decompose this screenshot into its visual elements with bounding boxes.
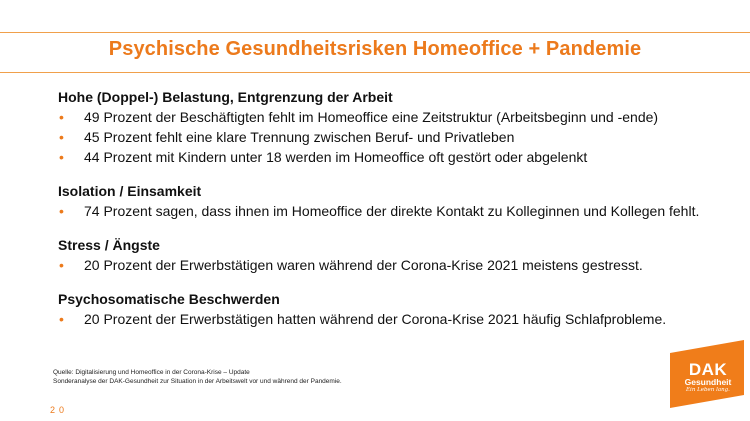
bullet-item [58,202,708,220]
bullet-list [58,310,708,328]
bullet-item [58,148,708,166]
source-line: Sonderanalyse der DAK-Gesundheit zur Situation in der Arbeitswelt vor und während der Pandemie. [53,378,342,385]
bullet-icon: • [59,109,64,125]
page-number: 20 [50,405,69,415]
source-note [53,368,473,386]
bullet-item [58,310,708,328]
bullet-text: 20 Prozent der Erwerbstätigen hatten während der Corona-Krise 2021 häufig Schlafprobleme. [84,311,667,327]
bullet-text: 74 Prozent sagen, dass ihnen im Homeoffice der direkte Kontakt zu Kolleginnen und Kollegen fehlt. [84,203,700,219]
section-heading: Stress / Ängste [58,237,160,253]
logo-tagline: Ein Leben lang. [686,387,730,393]
logo-sub: Gesundheit [684,377,732,387]
bullet-text: 20 Prozent der Erwerbstätigen waren während der Corona-Krise 2021 meistens gestresst. [84,257,643,273]
section-isolation [58,182,708,220]
bullet-icon: • [59,149,64,165]
bullet-list [58,108,708,166]
content-area [58,88,708,344]
bullet-icon: • [59,257,64,273]
bullet-item [58,256,708,274]
section-stress [58,236,708,274]
bullet-icon: • [59,311,64,327]
section-heading: Hohe (Doppel-) Belastung, Entgrenzung der Arbeit [58,89,393,105]
title-divider [0,72,750,73]
bullet-item [58,128,708,146]
bullet-text: 44 Prozent mit Kindern unter 18 werden im Homeoffice oft gestört oder abgelenkt [84,149,588,165]
bullet-text: 49 Prozent der Beschäftigten fehlt im Homeoffice eine Zeitstruktur (Arbeitsbeginn und -ende) [84,109,659,125]
source-line: Quelle: Digitalisierung und Homeoffice in der Corona-Krise – Update [53,369,250,376]
bullet-text: 45 Prozent fehlt eine klare Trennung zwischen Beruf- und Privatleben [84,129,515,145]
bullet-item [58,108,708,126]
dak-logo-text [674,362,742,394]
bullet-icon: • [59,129,64,145]
bullet-icon: • [59,203,64,219]
section-heading: Psychosomatische Beschwerden [58,291,280,307]
logo-main: DAK [688,360,728,379]
bullet-list [58,256,708,274]
slide-title: Psychische Gesundheitsrisken Homeoffice + Pandemie [108,38,642,60]
top-divider [0,32,750,33]
section-belastung [58,88,708,166]
section-heading: Isolation / Einsamkeit [58,183,202,199]
bullet-list [58,202,708,220]
section-psychosomatik [58,290,708,328]
